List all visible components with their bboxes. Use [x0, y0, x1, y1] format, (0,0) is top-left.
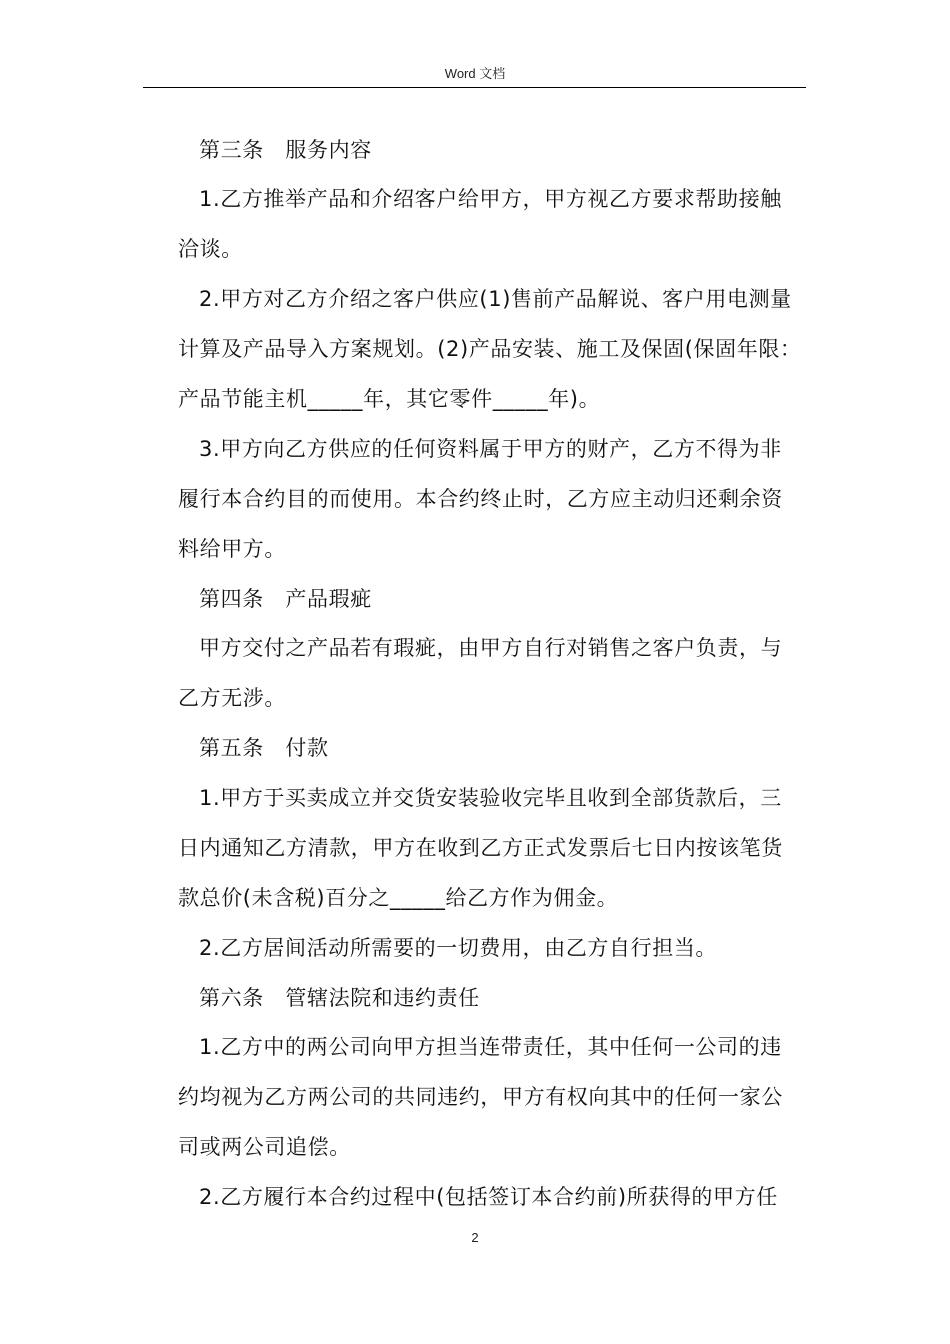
article-6-heading: 第六条 管辖法院和违约责任	[199, 986, 480, 1010]
paragraph-line: 乙方无涉。	[178, 686, 286, 710]
paragraph-line: 款总价(未含税)百分之_____给乙方作为佣金。	[178, 886, 619, 910]
paragraph-line: 2.乙方居间活动所需要的一切费用，由乙方自行担当。	[199, 936, 718, 960]
paragraph-line: 约均视为乙方两公司的共同违约，甲方有权向其中的任何一家公	[178, 1085, 783, 1109]
page-number: 2	[471, 1230, 479, 1245]
paragraph-line: 日内通知乙方清款，甲方在收到乙方正式发票后七日内按该笔货	[178, 836, 783, 860]
paragraph-line: 3.甲方向乙方供应的任何资料属于甲方的财产，乙方不得为非	[199, 437, 782, 461]
article-5-heading: 第五条 付款	[199, 736, 329, 760]
paragraph-line: 司或两公司追偿。	[178, 1135, 351, 1159]
paragraph-line: 甲方交付之产品若有瑕疵，由甲方自行对销售之客户负责，与	[199, 636, 783, 660]
paragraph-line: 1.甲方于买卖成立并交货安装验收完毕且收到全部货款后，三	[199, 786, 782, 810]
paragraph-line: 洽谈。	[178, 237, 243, 261]
paragraph-line: 2.甲方对乙方介绍之客户供应(1)售前产品解说、客户用电测量	[199, 287, 792, 311]
paragraph-line: 计算及产品导入方案规划。(2)产品安装、施工及保固(保固年限：	[178, 337, 802, 361]
paragraph-line: 1.乙方推举产品和介绍客户给甲方，甲方视乙方要求帮助接触	[199, 187, 782, 211]
page-header: Word 文档	[444, 66, 506, 81]
article-3-heading: 第三条 服务内容	[199, 138, 372, 162]
paragraph-line: 履行本合约目的而使用。本合约终止时，乙方应主动归还剩余资	[178, 487, 783, 511]
article-4-heading: 第四条 产品瑕疵	[199, 587, 372, 611]
paragraph-line: 料给甲方。	[178, 537, 286, 561]
paragraph-line: 2.乙方履行本合约过程中(包括签订本合约前)所获得的甲方任	[199, 1185, 778, 1209]
paragraph-line: 1.乙方中的两公司向甲方担当连带责任，其中任何一公司的违	[199, 1035, 782, 1059]
paragraph-line: 产品节能主机_____年，其它零件_____年)。	[178, 387, 601, 411]
